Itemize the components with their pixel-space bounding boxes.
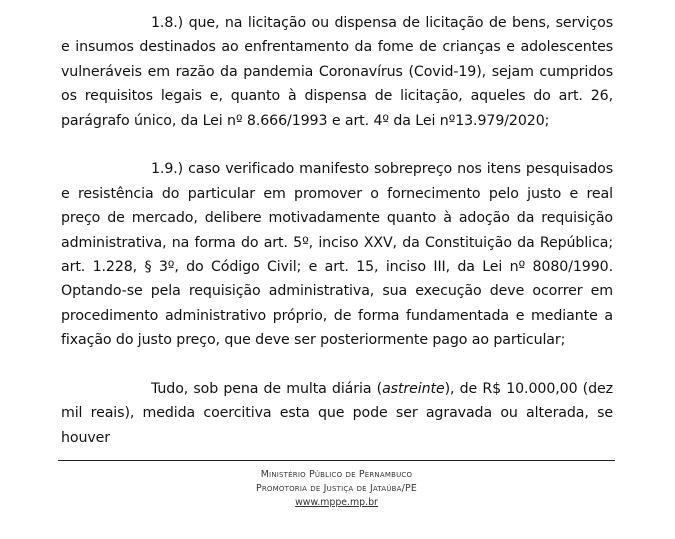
footer-website-link[interactable]: www.mppe.mp.br xyxy=(295,497,378,508)
paragraph-1-9-text: 1.9.) caso verificado manifesto sobrepreço nos itens pesquisados e resistência do particular em promover o fornecimento pelo justo e real preço de mercado, delibere motivadamente quanto à adoção da requisição administrativa, na forma do art. 5º, inciso XXV, da Constituição da República; art. 1.228, § 3º, do Código Civil; e art. 15, inciso III, da Lei nº 8080/1990. Optando-se pela requisição administrativa, sua execução deve ocorrer em procedimento administrativo próprio, de forma fundamentada e mediante a fixação do justo preço, que deve ser posteriormente pago ao particular; xyxy=(61,161,613,349)
paragraph-1-9 xyxy=(61,157,613,352)
paragraph-penalty-text-end: ), de R$ 10.000,00 (dez mil reais), medida coercitiva esta que pode ser agravada ou alterada, se houver xyxy=(61,381,614,446)
paragraph-1-8 xyxy=(61,11,613,133)
footer-divider xyxy=(58,460,615,461)
paragraph-1-8-text: 1.8.) que, na licitação ou dispensa de licitação de bens, serviços e insumos destinados ao enfrentamento da fome de crianças e adolescentes vulneráveis em razão da pandemia Coronavírus (Covid-19), sejam cumpridos os requisitos legais e, quanto à dispensa de licitação, aqueles do art. 26, parágrafo único, da Lei nº 8.666/1993 e art. 4º da Lei nº13.979/2020; xyxy=(61,15,613,129)
footer-office: Promotoria de Justiça de Jataúba/PE xyxy=(256,483,417,494)
page-footer xyxy=(58,468,615,510)
document-body xyxy=(61,11,613,450)
paragraph-penalty xyxy=(61,377,613,450)
footer-institution: Ministério Público de Pernambuco xyxy=(260,469,413,480)
paragraph-penalty-italic-term: astreinte xyxy=(382,381,445,398)
paragraph-penalty-text-start: Tudo, sob pena de multa diária ( xyxy=(151,381,383,398)
